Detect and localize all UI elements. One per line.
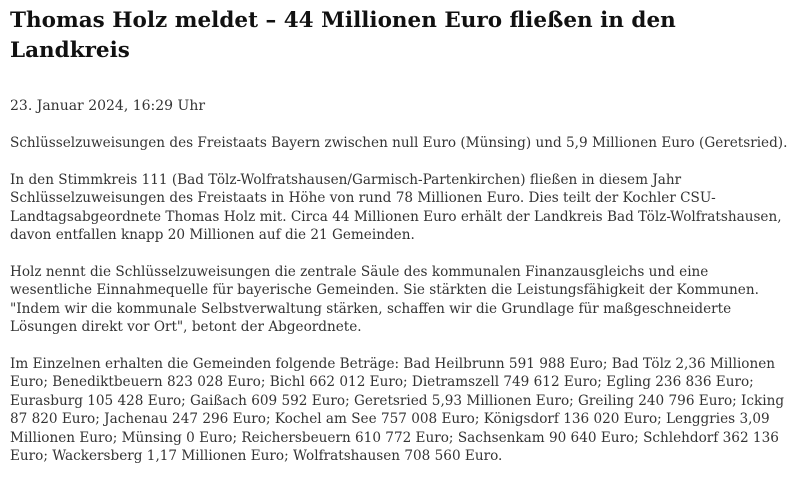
article-date: 23. Januar 2024, 16:29 Uhr bbox=[10, 98, 206, 114]
article-paragraph-2: In den Stimmkreis 111 (Bad Tölz-Wolfratshausen/Garmisch-Partenkirchen) fließen in diesem Jahr Schlüsselzuweisungen des Freistaats in Höhe von rund 78 Millionen Euro. Dies teilt der Kochler CSU-Landtagsabgeordnete Thomas Holz mit. Circa 44 Millionen Euro erhält der Landkreis Bad Tölz-Wolfratshausen, davon entfallen knapp 20 Millionen auf die 21 Gemeinden. bbox=[10, 171, 782, 243]
article-paragraph-4: Im Einzelnen erhalten die Gemeinden folgende Beträge: Bad Heilbrunn 591 988 Euro; Bad Tölz 2,36 Millionen Euro; Benediktbeuern 823 028 Euro; Bichl 662 012 Euro; Dietramszell 749 612 Euro; Egling 236 836 Euro; Eurasburg 105 428 Euro; Gaißach 609 592 Euro; Geretsried 5,93 Millionen Euro; Greiling 240 796 Euro; Icking 87 820 Euro; Jachenau 247 296 Euro; Kochel am See 757 008 Euro; Königsdorf 136 020 Euro; Lenggries 3,09 Millionen Euro; Münsing 0 Euro; Reichersbeuern 610 772 Euro; Sachsenkam 90 640 Euro; Schlehdorf 362 136 Euro; Wackersberg 1,17 Millionen Euro; Wolfratshausen 708 560 Euro. bbox=[10, 355, 785, 464]
article-paragraph-1: Schlüsselzuweisungen des Freistaats Bayern zwischen null Euro (Münsing) und 5,9 Millionen Euro (Geretsried). bbox=[10, 135, 788, 151]
article-paragraph-3: Holz nennt die Schlüsselzuweisungen die zentrale Säule des kommunalen Finanzausgleichs und eine wesentliche Einnahmequelle für bayerische Gemeinden. Sie stärkten die Leistungsfähigkeit der Kommunen. "Indem wir die kommunale Selbstverwaltung stärken, schaffen wir die Grundlage für maßgeschneiderte Lösungen direkt vor Ort", betont der Abgeordnete. bbox=[10, 263, 759, 335]
article-headline: Thomas Holz meldet – 44 Millionen Euro fließen in den Landkreis bbox=[10, 8, 676, 63]
